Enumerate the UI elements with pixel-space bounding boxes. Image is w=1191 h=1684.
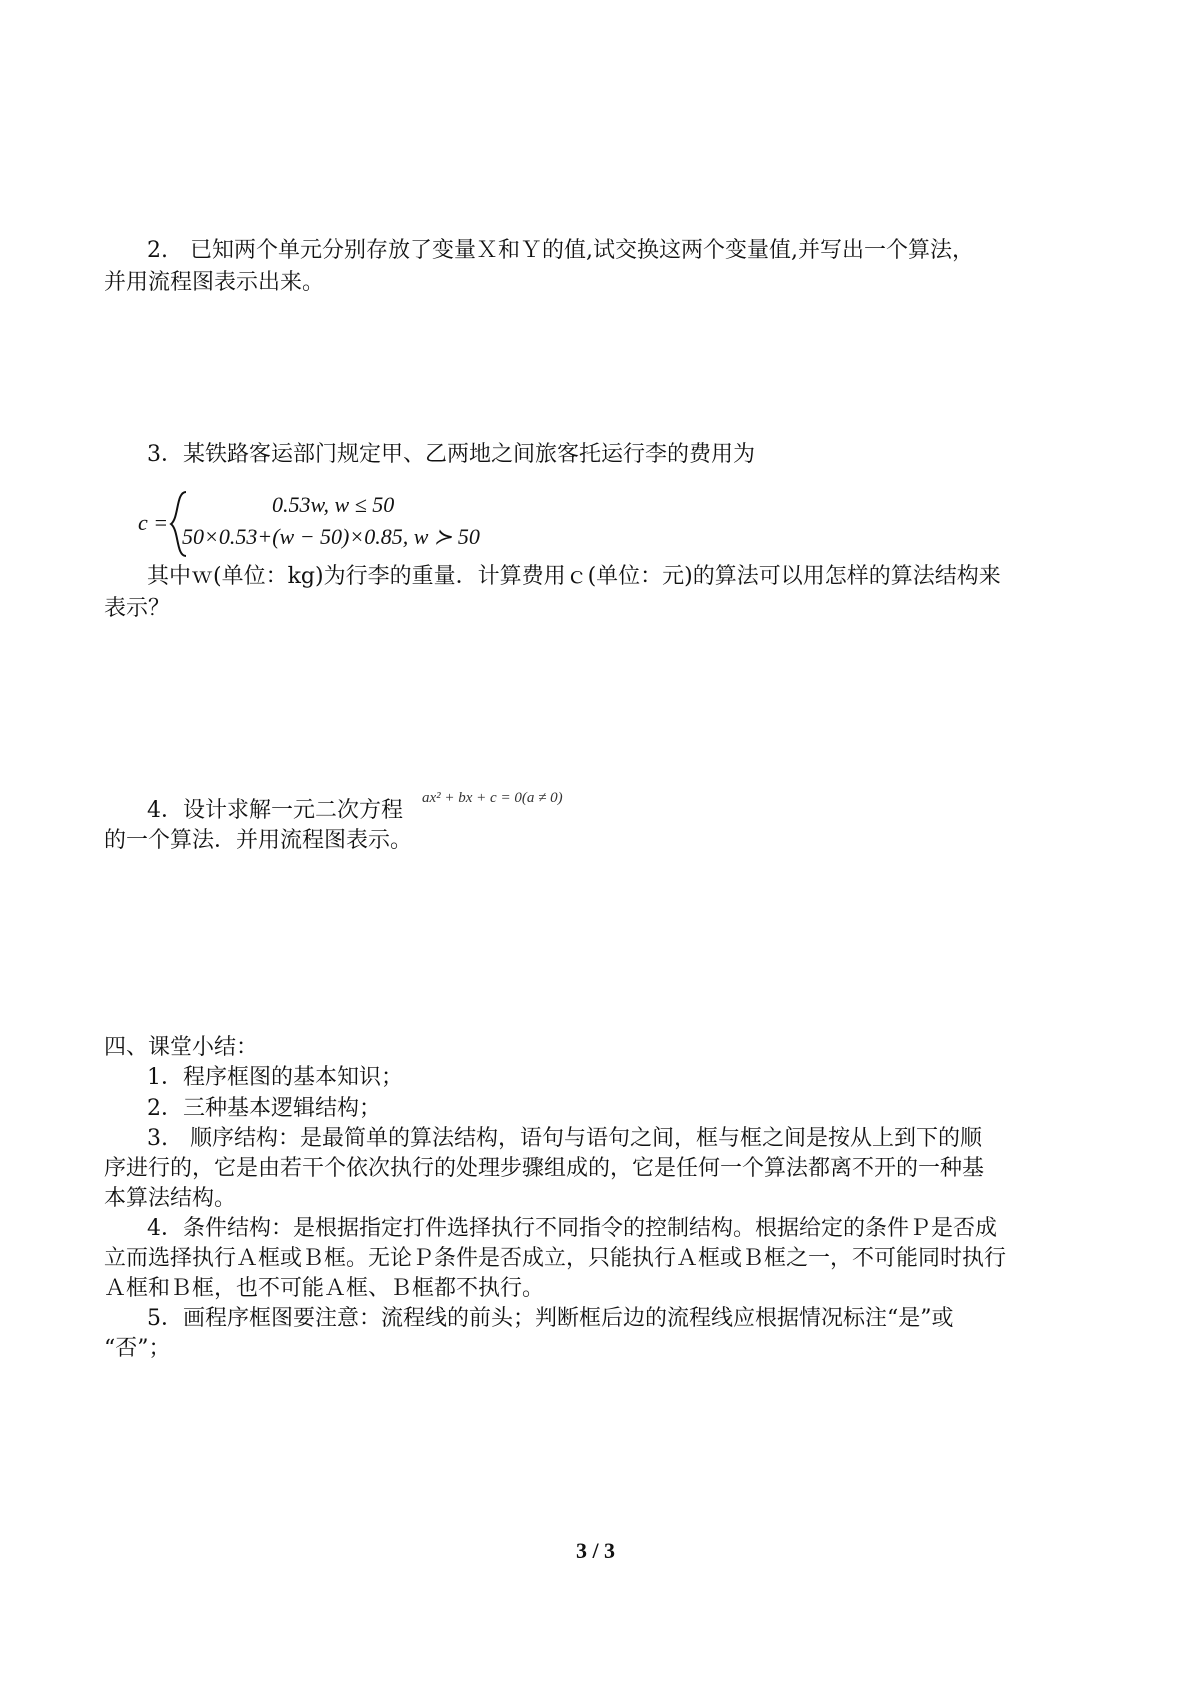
q4-line-2: 的一个算法．并用流程图表示。: [104, 828, 413, 853]
q4-line-1: 4．设计求解一元二次方程: [147, 798, 403, 823]
summary-item-3-line-3: 本算法结构。: [104, 1186, 237, 1211]
summary-item-3-line-2: 序进行的，它是由若干个依次执行的处理步骤组成的，它是任何一个算法都离不开的一种基: [104, 1156, 985, 1181]
q3-line-1: 3．某铁路客运部门规定甲、乙两地之间旅客托运行李的费用为: [147, 442, 755, 467]
summary-item-4-line-3: Ａ框和Ｂ框，也不可能Ａ框、Ｂ框都不执行。: [104, 1276, 545, 1301]
formula-case-2: 50×0.53+(w − 50)×0.85, w ≻ 50: [182, 524, 480, 549]
summary-item-5-line-2: “否”；: [104, 1336, 171, 1361]
summary-item-4-line-1: 4．条件结构：是根据指定打件选择执行不同指令的控制结构。根据给定的条件Ｐ是否成: [147, 1216, 997, 1241]
summary-heading: 四、课堂小结：: [104, 1035, 259, 1060]
q2-line-2: 并用流程图表示出来。: [104, 270, 325, 295]
formula-lhs: c =: [138, 510, 169, 535]
summary-item-2: 2．三种基本逻辑结构；: [147, 1096, 381, 1121]
summary-item-3-line-1: 3. 顺序结构：是最简单的算法结构，语句与语句之间，框与框之间是按从上到下的顺: [147, 1126, 982, 1151]
summary-item-1: 1．程序框图的基本知识；: [147, 1065, 403, 1090]
summary-item-4-line-2: 立而选择执行Ａ框或Ｂ框。无论Ｐ条件是否成立，只能执行Ａ框或Ｂ框之一，不可能同时执行: [104, 1246, 1007, 1271]
q3-line-3: 表示？: [104, 596, 171, 621]
q2-line-1: 2. 已知两个单元分别存放了变量Ｘ和Ｙ的值,试交换这两个变量值,并写出一个算法，: [147, 238, 974, 263]
summary-item-5-line-1: 5．画程序框图要注意：流程线的前头；判断框后边的流程线应根据情况标注“是”或: [147, 1306, 954, 1331]
formula-case-1: 0.53w, w ≤ 50: [272, 492, 395, 517]
page-number: 3 / 3: [575, 1538, 616, 1563]
q3-line-2: 其中ｗ(单位：kg)为行李的重量．计算费用ｃ(单位：元)的算法可以用怎样的算法结构来: [147, 564, 1001, 589]
q4-equation: ax² + bx + c = 0(a ≠ 0): [422, 790, 563, 806]
